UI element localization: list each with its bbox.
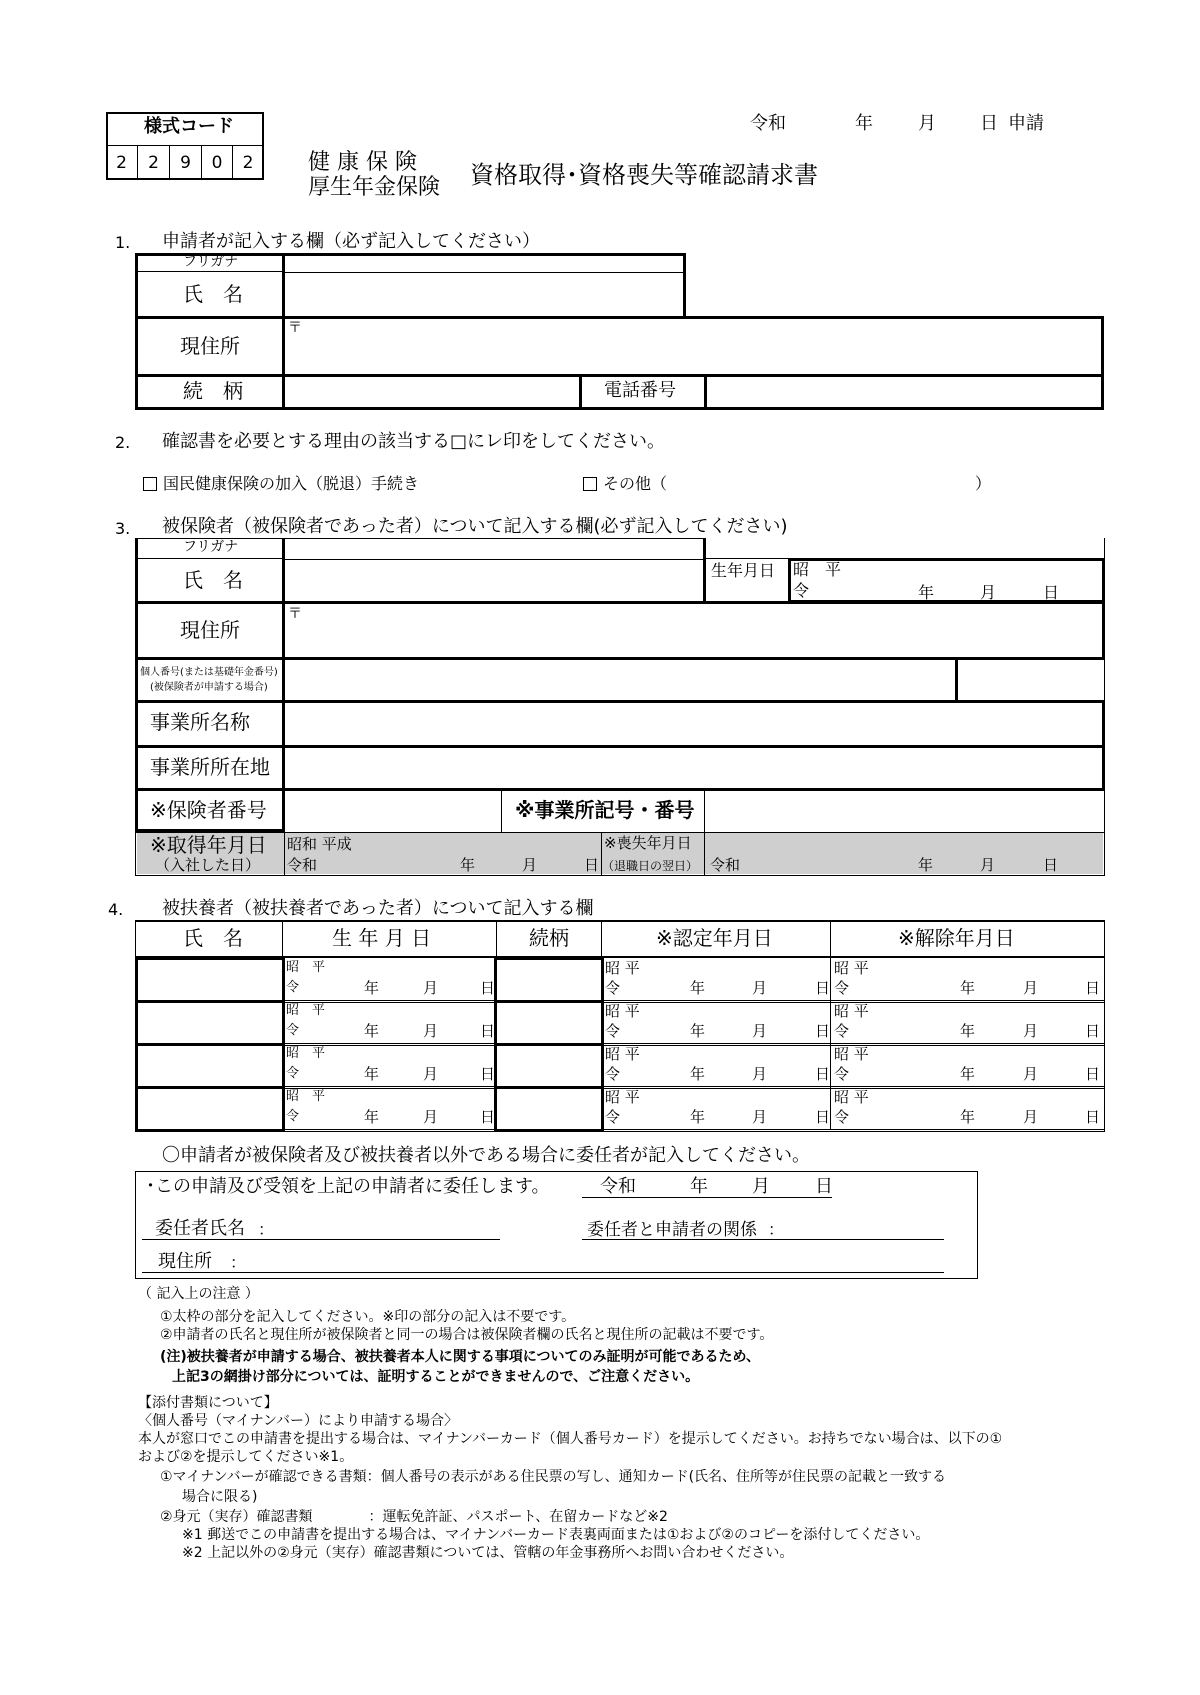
attachments-p1: 本人が窓口でこの申請書を提出する場合は、マイナンバーカード（個人番号カード）を提示してください。お持ちでない場合は、以下の①	[138, 1431, 1003, 1447]
s2-option-other-close: ）	[975, 474, 992, 493]
s4-rem-month: 月	[1023, 1108, 1039, 1126]
s4-rem-month: 月	[1023, 979, 1039, 997]
application-date-day: 日	[980, 113, 998, 134]
s4-line	[601, 920, 602, 957]
s4-cert-year: 年	[690, 1022, 706, 1040]
s4-cert-month: 月	[752, 1022, 768, 1040]
s3-acquire-year: 年	[460, 856, 476, 874]
s4-cert-era-bottom: 令	[605, 979, 621, 997]
delegator-relation-input[interactable]	[582, 1239, 944, 1240]
s3-line	[135, 601, 285, 604]
s2-option2-label: その他（	[603, 474, 668, 493]
s3-birth-era-top: 昭 平	[793, 560, 842, 579]
note-2: ②申請者の氏名と現住所が被保険者と同一の場合は被保険者欄の氏名と現住所の記載は不要です。	[160, 1327, 774, 1343]
s2-option1-label: 国民健康保険の加入（脱退）手続き	[163, 474, 420, 493]
s4-rem-year: 年	[960, 1065, 976, 1083]
delegation-intro: 〇申請者が被保険者及び被扶養者以外である場合に委任者が記入してください。	[162, 1145, 810, 1166]
s4-cert-year: 年	[690, 1108, 706, 1126]
s3-line	[135, 558, 285, 559]
form-code-digit: 2	[232, 146, 263, 179]
s1-line	[135, 316, 285, 319]
delegator-address-colon: ：	[230, 1253, 247, 1272]
s4-birth-month: 月	[423, 1065, 439, 1083]
s4-col-birth: 生 年 月 日	[332, 926, 432, 950]
s4-cert-era-top: 昭 平	[605, 959, 640, 977]
s3-birth-day: 日	[1043, 583, 1060, 602]
s4-birth-era-top: 昭 平	[286, 1046, 326, 1061]
s4-rem-year: 年	[960, 1022, 976, 1040]
s1-address-input[interactable]	[282, 316, 1104, 377]
s2-option-national-health[interactable]	[143, 476, 419, 492]
section1-number: 1.	[115, 233, 131, 252]
form-code-digit: 2	[137, 146, 169, 179]
s4-birth-year: 年	[364, 1022, 380, 1040]
attachments-heading: 【添付書類について】	[138, 1395, 278, 1411]
s4-row-name-input[interactable]	[135, 957, 285, 1003]
page-title: 資格取得･資格喪失等確認請求書	[470, 161, 818, 189]
s4-cert-era-top: 昭 平	[605, 1045, 640, 1063]
s4-rem-day: 日	[1085, 979, 1101, 997]
s4-birth-day: 日	[480, 1108, 496, 1126]
s4-cert-era-bottom: 令	[605, 1065, 621, 1083]
s4-rem-era-bottom: 令	[834, 1108, 850, 1126]
attachments-item1a: ①マイナンバーが確認できる書類：個人番号の表示がある住民票の写し、通知カード(氏名、住所等が住民票の記載と一致する	[160, 1469, 947, 1485]
application-date-era: 令和	[750, 113, 786, 134]
attachments-item1b: 場合に限る)	[182, 1489, 258, 1505]
insurance-type-line1: 健 康 保 険	[308, 150, 417, 175]
section1-heading: 申請者が記入する欄（必ず記入してください）	[162, 231, 540, 252]
s4-birth-era-bottom: 令	[286, 1109, 300, 1124]
note-3b: 上記3の網掛け部分については、証明することができませんので、ご注意ください。	[172, 1369, 700, 1385]
s4-birth-era-top: 昭 平	[286, 960, 326, 975]
s4-cert-year: 年	[690, 1065, 706, 1083]
notes-heading: （ 記入上の注意 ）	[138, 1286, 259, 1302]
s4-rem-month: 月	[1023, 1065, 1039, 1083]
s4-row-relation-input[interactable]	[494, 1043, 604, 1089]
s3-office-name-label: 事業所名称	[150, 710, 250, 734]
s1-phone-input[interactable]	[704, 374, 1104, 410]
s4-col-relation: 続柄	[529, 926, 569, 950]
s4-col-removed: ※解除年月日	[898, 926, 1015, 950]
s4-cert-month: 月	[752, 1108, 768, 1126]
application-date-year: 年	[855, 113, 873, 134]
s1-line	[135, 374, 285, 377]
section2-number: 2.	[115, 433, 131, 452]
s3-office-name-input[interactable]	[282, 700, 1105, 748]
section2-heading: 確認書を必要とする理由の該当する□にレ印をしてください。	[162, 431, 666, 452]
s4-birth-era-bottom: 令	[286, 1066, 300, 1081]
s4-cert-era-bottom: 令	[605, 1108, 621, 1126]
s4-birth-year: 年	[364, 979, 380, 997]
s3-address-label: 現住所	[180, 618, 240, 642]
s4-rem-year: 年	[960, 979, 976, 997]
s3-line	[135, 745, 285, 748]
s4-birth-year: 年	[364, 1065, 380, 1083]
s4-rem-era-top: 昭 平	[834, 1002, 869, 1020]
form-code-label: 様式コード	[144, 116, 234, 137]
attachments-footnote2: ※2 上記以外の②身元（実存）確認書類については、管轄の年金事務所へお問い合わせください。	[182, 1545, 794, 1561]
s1-furigana-divider	[284, 272, 684, 273]
s4-row-relation-input[interactable]	[494, 957, 604, 1003]
s4-rem-year: 年	[960, 1108, 976, 1126]
delegator-relation-colon: ：	[768, 1220, 785, 1239]
s3-loss-month: 月	[980, 856, 996, 874]
s3-office-address-label: 事業所所在地	[150, 755, 270, 779]
s3-loss-sublabel: （退職日の翌日）	[602, 859, 699, 873]
s1-name-input[interactable]	[282, 253, 686, 319]
checkbox-icon[interactable]	[143, 477, 157, 491]
attachments-footnote1: ※1 郵送でこの申請書を提出する場合は、マイナンバーカード表裏両面または①および②のコピーを添付してください。	[182, 1527, 930, 1543]
form-code-digit: 2	[116, 152, 127, 173]
application-date-month: 月	[918, 113, 936, 134]
s3-postal-mark: 〒	[288, 606, 302, 622]
attachments-p2: および②を提示してください※1。	[138, 1449, 354, 1465]
section3-number: 3.	[115, 519, 131, 538]
s4-birth-era-top: 昭 平	[286, 1089, 326, 1104]
application-date-suffix: 申請	[1008, 113, 1044, 134]
s4-birth-era-top: 昭 平	[286, 1003, 326, 1018]
s3-acquire-era-top: 昭和 平成	[287, 835, 352, 853]
s4-rem-day: 日	[1085, 1065, 1101, 1083]
s4-birth-day: 日	[480, 1022, 496, 1040]
form-code-digits	[106, 146, 264, 179]
form-code-digit: 0	[201, 146, 232, 179]
s3-mynumber-extra	[956, 657, 1105, 703]
s3-line	[135, 700, 285, 703]
s4-birth-era-bottom: 令	[286, 1023, 300, 1038]
s3-mynumber-label2: (被保険者が申請する場合)	[150, 682, 268, 693]
delegator-name-label: 委任者氏名	[155, 1218, 245, 1239]
s3-loss-label: ※喪失年月日	[604, 834, 692, 852]
s4-birth-day: 日	[480, 979, 496, 997]
s3-acquire-sublabel: （入社した日）	[155, 856, 261, 874]
s4-birth-month: 月	[423, 979, 439, 997]
s1-address-label: 現住所	[180, 334, 240, 358]
s4-row-relation-input[interactable]	[494, 1000, 604, 1046]
s4-rem-era-bottom: 令	[834, 1022, 850, 1040]
s3-birthdate-label: 生年月日	[711, 561, 776, 580]
delegation-statement: ･この申請及び受領を上記の申請者に委任します。	[146, 1176, 550, 1197]
s4-rem-era-top: 昭 平	[834, 1088, 869, 1106]
s3-line	[704, 832, 705, 876]
s1-name-label: 氏 名	[183, 282, 243, 306]
s4-row-name-input[interactable]	[135, 1086, 285, 1132]
s4-line	[496, 920, 497, 957]
s2-option-other[interactable]	[583, 476, 667, 492]
s4-col-certified: ※認定年月日	[656, 926, 773, 950]
section4-number: 4.	[108, 900, 124, 919]
s4-birth-year: 年	[364, 1108, 380, 1126]
s4-cert-month: 月	[752, 979, 768, 997]
delegation-date-day: 日	[815, 1176, 833, 1197]
s3-line	[284, 832, 285, 876]
s4-cert-month: 月	[752, 1065, 768, 1083]
s1-relation-label: 続 柄	[183, 379, 243, 403]
s1-furigana-label: フリガナ	[183, 254, 239, 270]
s3-loss-year: 年	[918, 856, 934, 874]
delegation-date-month: 月	[752, 1176, 770, 1197]
s4-birth-day: 日	[480, 1065, 496, 1083]
s3-loss-day: 日	[1043, 856, 1059, 874]
s4-line	[830, 920, 831, 957]
insurance-type-line2: 厚生年金保険	[308, 175, 441, 200]
s1-postal-mark: 〒	[288, 320, 302, 336]
s4-col-name: 氏 名	[183, 926, 243, 950]
delegator-address-label: 現住所	[158, 1251, 212, 1272]
s4-cert-day: 日	[815, 1022, 831, 1040]
checkbox-icon[interactable]	[583, 477, 597, 491]
s3-office-code-input[interactable]	[704, 788, 1105, 832]
s3-birth-era-bottom: 令	[793, 581, 810, 600]
s4-row-relation-input[interactable]	[494, 1086, 604, 1132]
s3-office-address-input[interactable]	[282, 745, 1105, 791]
delegation-date-era: 令和	[600, 1176, 636, 1197]
s4-cert-day: 日	[815, 1065, 831, 1083]
s3-mynumber-label1: 個人番号(または基礎年金番号)	[140, 667, 278, 678]
section4-heading: 被扶養者（被扶養者であった者）について記入する欄	[162, 898, 594, 919]
note-3a: (注)被扶養者が申請する場合、被扶養者本人に関する事項についてのみ証明が可能であるため、	[160, 1349, 760, 1365]
s4-rem-day: 日	[1085, 1022, 1101, 1040]
s4-line	[282, 920, 283, 957]
s3-insurer-no-input[interactable]	[282, 788, 502, 832]
s4-rem-day: 日	[1085, 1108, 1101, 1126]
s4-rem-era-top: 昭 平	[834, 1045, 869, 1063]
delegator-name-colon: ：	[258, 1220, 275, 1239]
s3-mynumber-input[interactable]	[282, 657, 958, 703]
s3-insurer-no-label: ※保険者番号	[150, 798, 267, 822]
s3-loss-era: 令和	[710, 856, 741, 874]
s4-birth-month: 月	[423, 1022, 439, 1040]
s4-cert-day: 日	[815, 1108, 831, 1126]
attachments-item2: ②身元（実存）確認書類 ：運転免許証、パスポート、在留カードなど※2	[160, 1509, 668, 1525]
section3-heading: 被保険者（被保険者であった者）について記入する欄(必ず記入してください)	[162, 516, 788, 537]
s1-line	[135, 271, 285, 272]
s3-line	[135, 788, 285, 791]
s3-acquire-day: 日	[584, 856, 600, 874]
s3-furigana-divider	[284, 559, 704, 560]
s3-acquire-era-bottom: 令和	[287, 856, 318, 874]
s3-name-input[interactable]	[282, 538, 706, 604]
form-code-digit: 9	[169, 146, 201, 179]
s3-line	[135, 657, 285, 660]
s3-birth-year: 年	[918, 583, 935, 602]
s3-office-code-label: ※事業所記号・番号	[515, 798, 695, 822]
s3-furigana-label: フリガナ	[183, 539, 239, 555]
s4-cert-era-top: 昭 平	[605, 1088, 640, 1106]
s4-rem-era-bottom: 令	[834, 1065, 850, 1083]
s4-rem-era-top: 昭 平	[834, 959, 869, 977]
s4-row-name-input[interactable]	[135, 1043, 285, 1089]
s4-cert-year: 年	[690, 979, 706, 997]
s4-cert-day: 日	[815, 979, 831, 997]
s3-birth-month: 月	[980, 583, 997, 602]
delegator-relation-label: 委任者と申請者の関係	[587, 1220, 757, 1240]
s1-relation-input[interactable]	[282, 374, 582, 410]
s4-rem-era-bottom: 令	[834, 979, 850, 997]
s3-acquire-label: ※取得年月日	[150, 833, 267, 857]
s3-acquire-month: 月	[522, 856, 538, 874]
s4-cert-era-top: 昭 平	[605, 1002, 640, 1020]
delegator-address-input[interactable]	[142, 1272, 944, 1273]
s3-address-input[interactable]	[282, 601, 1105, 660]
s3-line	[135, 832, 1105, 833]
attachments-sub: 〈個人番号（マイナンバー）により申請する場合〉	[138, 1413, 459, 1429]
s3-name-label: 氏 名	[183, 568, 243, 592]
s4-cert-era-bottom: 令	[605, 1022, 621, 1040]
delegation-date-year: 年	[690, 1176, 708, 1197]
s4-birth-era-bottom: 令	[286, 980, 300, 995]
note-1: ①太枠の部分を記入してください。※印の部分の記入は不要です。	[160, 1309, 576, 1325]
delegation-date-underline	[582, 1197, 832, 1198]
s1-phone-label: 電話番号	[604, 380, 676, 401]
s4-rem-month: 月	[1023, 1022, 1039, 1040]
delegator-name-input[interactable]	[142, 1239, 500, 1240]
s4-row-name-input[interactable]	[135, 1000, 285, 1046]
s4-birth-month: 月	[423, 1108, 439, 1126]
